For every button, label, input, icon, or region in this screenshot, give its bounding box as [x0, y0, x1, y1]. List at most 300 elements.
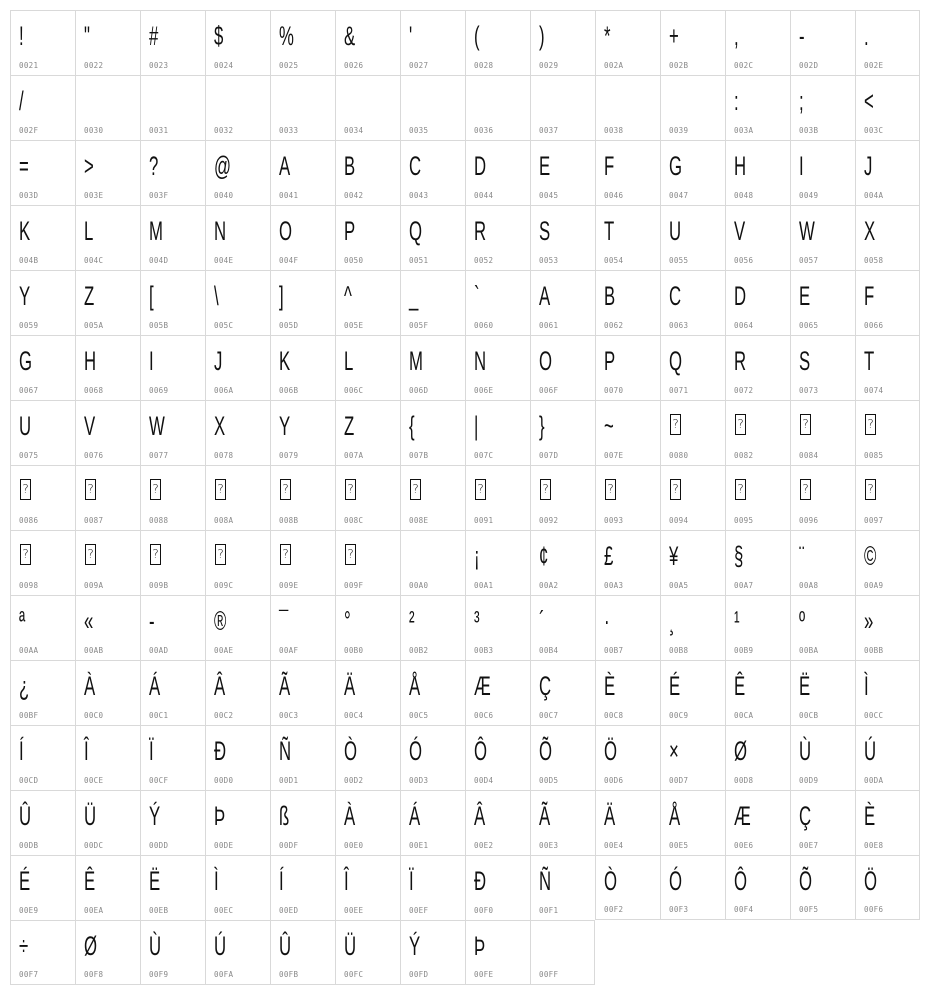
glyph-code: 0060	[474, 321, 494, 330]
glyph-char: Ó	[409, 736, 423, 766]
glyph-char: C	[669, 281, 682, 311]
glyph-char: }	[539, 411, 545, 441]
replacement-box-icon	[865, 479, 876, 500]
glyph-code: 002D	[799, 61, 819, 70]
glyph-char: Q	[669, 346, 683, 376]
glyph-cell	[660, 75, 725, 140]
glyph-cell	[660, 855, 725, 920]
glyph-cell	[75, 920, 140, 985]
glyph-code: 0076	[84, 451, 104, 460]
glyph-char: ]	[279, 281, 284, 311]
glyph-char: Ñ	[539, 866, 552, 896]
glyph-char: ;	[799, 86, 804, 116]
glyph-code: 0088	[149, 516, 169, 525]
glyph-cell	[270, 660, 335, 725]
glyph-char: @	[214, 151, 232, 181]
glyph-cell	[205, 270, 270, 335]
glyph-char: R	[474, 216, 487, 246]
glyph-char: Â	[214, 671, 226, 701]
glyph-code: 0073	[799, 386, 819, 395]
glyph-cell	[725, 855, 790, 920]
glyph-char: É	[19, 866, 31, 896]
glyph-cell	[270, 335, 335, 400]
glyph-cell	[790, 205, 855, 270]
glyph-code: 0086	[19, 516, 39, 525]
glyph-char: Ç	[539, 671, 552, 701]
glyph-char: -	[149, 606, 155, 636]
glyph-code: 00A8	[799, 581, 819, 590]
glyph-cell	[660, 660, 725, 725]
glyph-code: 00A5	[669, 581, 689, 590]
glyph-code: 00DD	[149, 841, 169, 850]
glyph-cell	[270, 595, 335, 660]
glyph-cell	[790, 10, 855, 75]
glyph-code: 00C7	[539, 711, 559, 720]
glyph-cell	[10, 335, 75, 400]
glyph-code: 00DE	[214, 841, 234, 850]
glyph-code: 0067	[19, 386, 39, 395]
glyph-char: J	[864, 151, 873, 181]
glyph-cell	[790, 855, 855, 920]
glyph-char: Ø	[734, 736, 748, 766]
glyph-char: Ö	[604, 736, 618, 766]
glyph-code: 00BA	[799, 646, 819, 655]
glyph-char: P	[344, 216, 356, 246]
glyph-code: 00D4	[474, 776, 494, 785]
glyph-code: 0041	[279, 191, 299, 200]
glyph-char: Â	[474, 801, 486, 831]
glyph-code: 0029	[539, 61, 559, 70]
glyph-cell	[205, 790, 270, 855]
glyph-code: 00EB	[149, 906, 169, 915]
glyph-char: $	[214, 21, 224, 51]
glyph-char: "	[84, 21, 90, 51]
glyph-code: 00B0	[344, 646, 364, 655]
glyph-code: 00CC	[864, 711, 884, 720]
glyph-cell	[660, 790, 725, 855]
glyph-cell	[400, 790, 465, 855]
glyph-cell	[530, 790, 595, 855]
glyph-code: 0097	[864, 516, 884, 525]
glyph-code: 0047	[669, 191, 689, 200]
glyph-char: Ê	[84, 866, 96, 896]
glyph-cell	[75, 140, 140, 205]
glyph-char: J	[214, 346, 223, 376]
glyph-cell	[465, 465, 530, 530]
glyph-char: Ô	[474, 736, 488, 766]
glyph-char: Ã	[539, 801, 551, 831]
glyph-char: ª	[19, 606, 26, 636]
glyph-char: I	[149, 346, 154, 376]
glyph-cell	[10, 400, 75, 465]
glyph-char: .	[864, 21, 869, 51]
glyph-char: ²	[409, 606, 415, 636]
glyph-code: 005C	[214, 321, 234, 330]
glyph-cell	[205, 595, 270, 660]
glyph-cell	[725, 465, 790, 530]
glyph-cell	[465, 530, 530, 595]
glyph-code: 00A3	[604, 581, 624, 590]
glyph-code: 004B	[19, 256, 39, 265]
glyph-code: 00D5	[539, 776, 559, 785]
glyph-code: 00C6	[474, 711, 494, 720]
glyph-code: 0052	[474, 256, 494, 265]
glyph-cell	[855, 75, 920, 140]
glyph-cell	[855, 10, 920, 75]
glyph-cell	[400, 530, 465, 595]
glyph-code: 00D9	[799, 776, 819, 785]
glyph-cell	[400, 270, 465, 335]
glyph-char: ^	[344, 281, 352, 311]
glyph-cell	[75, 205, 140, 270]
glyph-char: T	[604, 216, 615, 246]
glyph-cell	[10, 10, 75, 75]
glyph-code: 00A1	[474, 581, 494, 590]
glyph-code: 00C0	[84, 711, 104, 720]
glyph-cell	[140, 270, 205, 335]
glyph-code: 005A	[84, 321, 104, 330]
glyph-code: 00CE	[84, 776, 104, 785]
glyph-code: 00F5	[799, 905, 819, 914]
glyph-cell	[400, 10, 465, 75]
glyph-char: N	[214, 216, 227, 246]
glyph-cell	[10, 855, 75, 920]
glyph-char: Ë	[149, 866, 161, 896]
glyph-cell	[465, 75, 530, 140]
glyph-char: Î	[84, 736, 89, 766]
glyph-cell	[205, 660, 270, 725]
glyph-code: 00BB	[864, 646, 884, 655]
glyph-cell	[400, 920, 465, 985]
glyph-cell	[400, 75, 465, 140]
glyph-cell	[465, 790, 530, 855]
glyph-cell	[205, 855, 270, 920]
replacement-box-icon	[800, 479, 811, 500]
glyph-code: 009C	[214, 581, 234, 590]
glyph-char: Á	[149, 671, 161, 701]
glyph-char: ß	[279, 801, 290, 831]
glyph-cell	[725, 790, 790, 855]
glyph-cell	[855, 140, 920, 205]
glyph-cell	[465, 10, 530, 75]
glyph-code: 00B8	[669, 646, 689, 655]
glyph-code: 00B4	[539, 646, 559, 655]
glyph-cell	[140, 10, 205, 75]
glyph-char: Ç	[799, 801, 812, 831]
glyph-cell	[400, 660, 465, 725]
glyph-char: A	[539, 281, 551, 311]
glyph-cell	[530, 920, 595, 985]
glyph-code: 008B	[279, 516, 299, 525]
glyph-code: 0095	[734, 516, 754, 525]
glyph-code: 0026	[344, 61, 364, 70]
glyph-code: 00E1	[409, 841, 429, 850]
glyph-code: 0078	[214, 451, 234, 460]
character-map-grid	[10, 10, 920, 985]
glyph-cell	[335, 400, 400, 465]
glyph-cell	[465, 660, 530, 725]
replacement-box-icon	[475, 479, 486, 500]
glyph-char: ¿	[19, 671, 30, 701]
replacement-box-icon	[345, 544, 356, 565]
replacement-box-icon	[735, 479, 746, 500]
glyph-cell	[595, 660, 660, 725]
glyph-cell	[270, 270, 335, 335]
glyph-code: 0087	[84, 516, 104, 525]
glyph-char: Þ	[214, 801, 226, 831]
glyph-code: 0094	[669, 516, 689, 525]
glyph-cell	[855, 790, 920, 855]
glyph-code: 00B9	[734, 646, 754, 655]
glyph-code: 0072	[734, 386, 754, 395]
glyph-cell	[725, 10, 790, 75]
glyph-cell	[595, 465, 660, 530]
glyph-char: °	[344, 606, 351, 636]
replacement-box-icon	[280, 544, 291, 565]
glyph-cell	[335, 530, 400, 595]
glyph-char: G	[669, 151, 683, 181]
glyph-code: 004C	[84, 256, 104, 265]
glyph-cell	[10, 725, 75, 790]
glyph-char: ?	[149, 151, 159, 181]
glyph-cell	[140, 400, 205, 465]
glyph-code: 009F	[344, 581, 364, 590]
glyph-cell	[660, 465, 725, 530]
glyph-char: Ú	[214, 931, 227, 961]
glyph-char: /	[19, 86, 24, 116]
glyph-cell	[75, 10, 140, 75]
glyph-cell	[725, 75, 790, 140]
glyph-cell	[595, 335, 660, 400]
glyph-char: Ö	[864, 866, 878, 896]
glyph-code: 006A	[214, 386, 234, 395]
glyph-cell	[530, 530, 595, 595]
glyph-code: 0077	[149, 451, 169, 460]
glyph-code: 0028	[474, 61, 494, 70]
glyph-cell	[75, 530, 140, 595]
glyph-cell	[140, 205, 205, 270]
glyph-code: 00D6	[604, 776, 624, 785]
glyph-code: 00D2	[344, 776, 364, 785]
glyph-cell	[465, 725, 530, 790]
replacement-box-icon	[20, 544, 31, 565]
glyph-code: 0055	[669, 256, 689, 265]
glyph-code: 0046	[604, 191, 624, 200]
glyph-cell	[530, 140, 595, 205]
glyph-code: 00C2	[214, 711, 234, 720]
glyph-cell	[335, 790, 400, 855]
glyph-cell	[725, 270, 790, 335]
glyph-code: 00AF	[279, 646, 299, 655]
glyph-code: 002A	[604, 61, 624, 70]
glyph-char: M	[409, 346, 423, 376]
glyph-code: 0092	[539, 516, 559, 525]
glyph-char: Z	[344, 411, 355, 441]
glyph-code: 0071	[669, 386, 689, 395]
glyph-code: 00E8	[864, 841, 884, 850]
glyph-code: 0030	[84, 126, 104, 135]
glyph-char: S	[539, 216, 551, 246]
glyph-cell	[465, 270, 530, 335]
glyph-code: 006E	[474, 386, 494, 395]
glyph-cell	[660, 10, 725, 75]
glyph-code: 0054	[604, 256, 624, 265]
glyph-code: 00FE	[474, 970, 494, 979]
glyph-char: #	[149, 21, 159, 51]
glyph-code: 006B	[279, 386, 299, 395]
glyph-cell	[530, 75, 595, 140]
glyph-cell	[725, 205, 790, 270]
glyph-code: 0093	[604, 516, 624, 525]
glyph-char: ®	[214, 606, 227, 636]
glyph-code: 00E0	[344, 841, 364, 850]
glyph-cell	[595, 530, 660, 595]
replacement-box-icon	[150, 544, 161, 565]
glyph-cell	[660, 335, 725, 400]
glyph-code: 005D	[279, 321, 299, 330]
glyph-char: D	[474, 151, 487, 181]
glyph-char: *	[604, 21, 611, 51]
glyph-cell	[725, 140, 790, 205]
glyph-char: E	[539, 151, 551, 181]
glyph-code: 00B7	[604, 646, 624, 655]
glyph-char: Ì	[214, 866, 219, 896]
glyph-char: Å	[669, 801, 681, 831]
glyph-cell	[790, 400, 855, 465]
glyph-cell	[855, 725, 920, 790]
glyph-code: 0043	[409, 191, 429, 200]
glyph-char: R	[734, 346, 747, 376]
glyph-cell	[75, 335, 140, 400]
glyph-char: `	[474, 281, 480, 311]
glyph-code: 00F7	[19, 970, 39, 979]
glyph-cell	[335, 725, 400, 790]
glyph-cell	[270, 75, 335, 140]
glyph-code: 00E7	[799, 841, 819, 850]
glyph-cell	[530, 855, 595, 920]
glyph-cell	[140, 725, 205, 790]
glyph-cell	[790, 465, 855, 530]
glyph-code: 00FD	[409, 970, 429, 979]
glyph-cell	[270, 205, 335, 270]
glyph-cell	[270, 140, 335, 205]
glyph-cell	[75, 595, 140, 660]
glyph-cell	[75, 660, 140, 725]
glyph-cell	[10, 465, 75, 530]
glyph-char: K	[19, 216, 31, 246]
glyph-char: D	[734, 281, 747, 311]
glyph-code: 00CF	[149, 776, 169, 785]
glyph-char: [	[149, 281, 154, 311]
glyph-char: È	[864, 801, 876, 831]
glyph-code: 0044	[474, 191, 494, 200]
glyph-code: 00ED	[279, 906, 299, 915]
glyph-cell	[10, 75, 75, 140]
glyph-char: F	[604, 151, 615, 181]
glyph-cell	[75, 790, 140, 855]
glyph-code: 003E	[84, 191, 104, 200]
glyph-cell	[335, 335, 400, 400]
glyph-cell	[530, 10, 595, 75]
glyph-char: Ü	[84, 801, 97, 831]
glyph-code: 0098	[19, 581, 39, 590]
glyph-char: Õ	[799, 866, 813, 896]
glyph-code: 00DA	[864, 776, 884, 785]
replacement-box-icon	[345, 479, 356, 500]
glyph-cell	[140, 790, 205, 855]
glyph-char: Á	[409, 801, 421, 831]
glyph-cell	[205, 725, 270, 790]
glyph-char: Ý	[149, 801, 161, 831]
glyph-cell	[335, 270, 400, 335]
glyph-cell	[595, 10, 660, 75]
glyph-code: 00DC	[84, 841, 104, 850]
glyph-cell	[270, 920, 335, 985]
glyph-cell	[270, 725, 335, 790]
glyph-char: Í	[19, 736, 24, 766]
glyph-code: 002F	[19, 126, 39, 135]
glyph-code: 00FF	[539, 970, 559, 979]
glyph-char: Ô	[734, 866, 748, 896]
glyph-cell	[790, 530, 855, 595]
glyph-cell	[595, 270, 660, 335]
glyph-code: 00CA	[734, 711, 754, 720]
glyph-cell	[140, 920, 205, 985]
glyph-code: 00E4	[604, 841, 624, 850]
glyph-cell	[660, 530, 725, 595]
glyph-cell	[205, 465, 270, 530]
glyph-code: 0034	[344, 126, 364, 135]
glyph-code: 0040	[214, 191, 234, 200]
glyph-code: 0063	[669, 321, 689, 330]
glyph-char: Ð	[214, 736, 227, 766]
glyph-char: Ý	[409, 931, 421, 961]
glyph-code: 007C	[474, 451, 494, 460]
glyph-char: È	[604, 671, 616, 701]
glyph-code: 00D0	[214, 776, 234, 785]
replacement-box-icon	[800, 414, 811, 435]
glyph-cell	[270, 530, 335, 595]
glyph-char: ÷	[19, 931, 29, 961]
glyph-code: 00E9	[19, 906, 39, 915]
glyph-cell	[335, 465, 400, 530]
glyph-cell	[205, 140, 270, 205]
replacement-box-icon	[605, 479, 616, 500]
glyph-cell	[10, 920, 75, 985]
glyph-cell	[530, 400, 595, 465]
glyph-code: 0061	[539, 321, 559, 330]
glyph-cell	[725, 660, 790, 725]
glyph-code: 00E6	[734, 841, 754, 850]
glyph-cell	[400, 725, 465, 790]
glyph-char: I	[799, 151, 804, 181]
glyph-code: 005E	[344, 321, 364, 330]
replacement-box-icon	[735, 414, 746, 435]
glyph-char: Ó	[669, 866, 683, 896]
glyph-char: G	[19, 346, 33, 376]
glyph-char: '	[409, 21, 413, 51]
glyph-cell	[205, 10, 270, 75]
glyph-code: 00A7	[734, 581, 754, 590]
glyph-char: K	[279, 346, 291, 376]
glyph-char: |	[474, 411, 479, 441]
glyph-char: ~	[604, 411, 614, 441]
glyph-code: 00C3	[279, 711, 299, 720]
glyph-cell	[790, 140, 855, 205]
glyph-code: 00C8	[604, 711, 624, 720]
glyph-cell	[530, 465, 595, 530]
glyph-cell	[725, 530, 790, 595]
